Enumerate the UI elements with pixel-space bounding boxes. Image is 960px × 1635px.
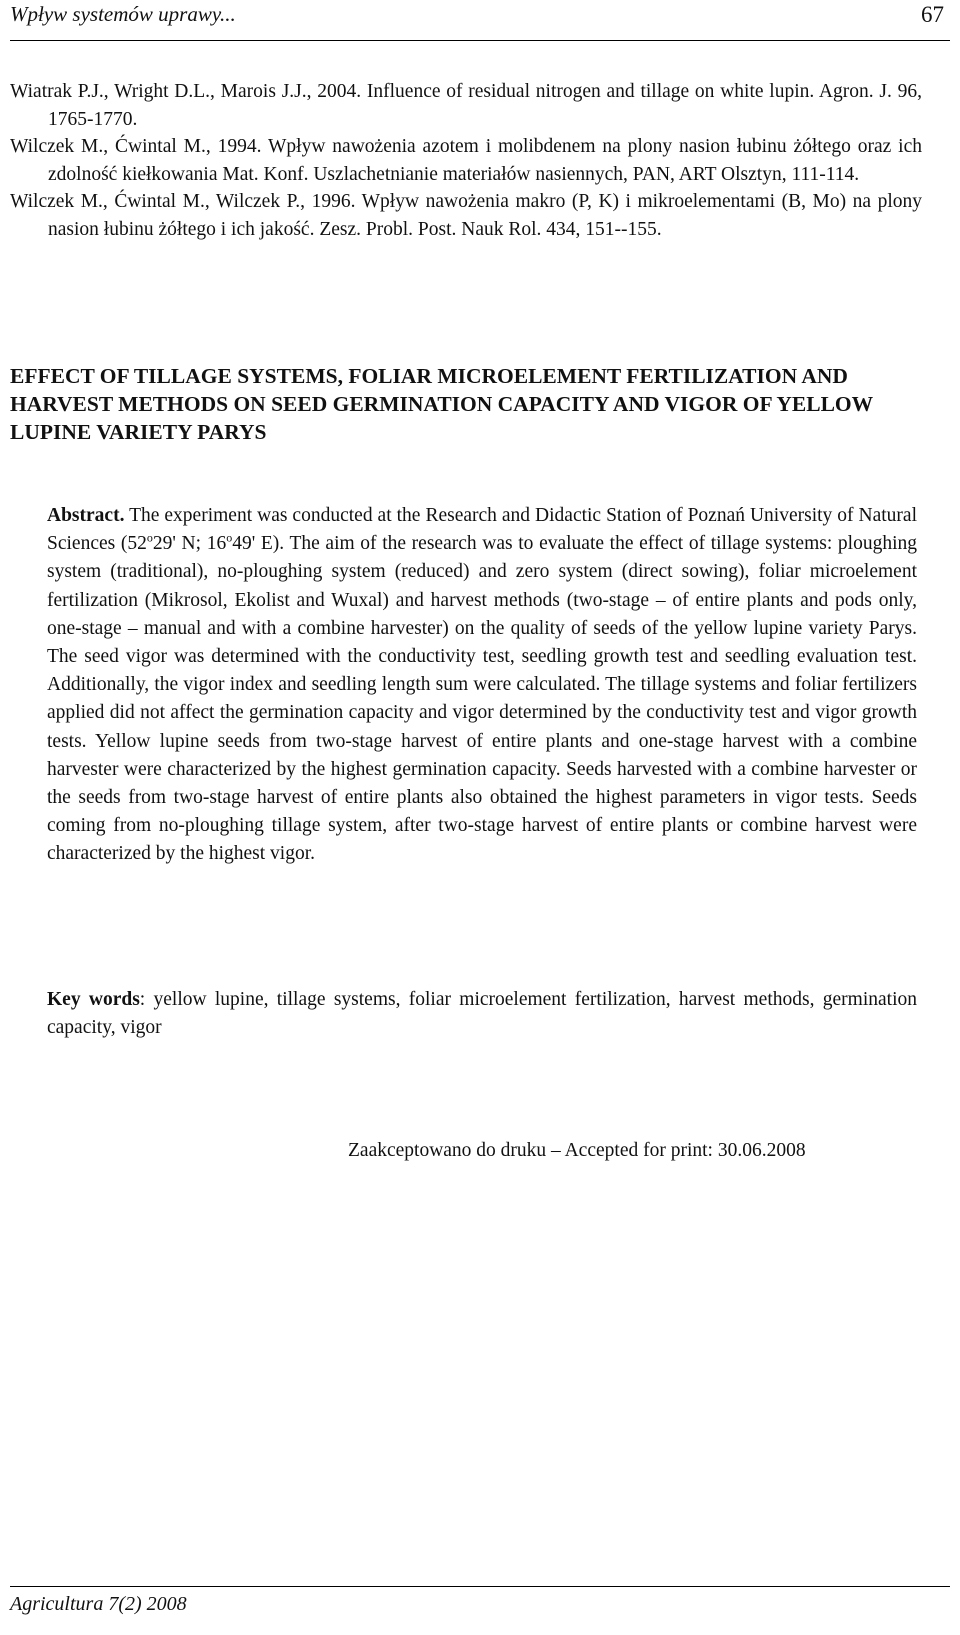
abstract-label: Abstract.: [47, 505, 125, 526]
degree-superscript: o: [146, 530, 153, 545]
abstract-text: The experiment was conducted at the Research and Didactic Station of Poznań University of Natural Sciences (52: [47, 505, 917, 555]
accepted-date: Zaakceptowano do druku – Accepted for print: 30.06.2008: [348, 1140, 806, 1161]
journal-citation: Agricultura 7(2) 2008: [10, 1593, 187, 1615]
reference-item: Wilczek M., Ćwintal M., 1994. Wpływ nawożenia azotem i molibdenem na plony nasion łubinu żółtego oraz ich zdolność kiełkowania Mat. Konf. Uszlachetnianie materiałów nasiennych, PAN, ART Olsztyn, 111-114.: [10, 136, 922, 185]
page-header: [10, 0, 950, 41]
reference-list: [10, 78, 922, 243]
abstract-text: 49' E). The aim of the research was to evaluate the effect of tillage systems: ploughing system (traditional), no-ploughing system (reduced) and zero system (direct sowing), foliar microelement fertilization (Mikrosol, Ekolist and Wuxal) and harvest methods (two-stage – of entire plants and pods only, one-stage – manual and with a combine harvester) on the quality of seeds of the yellow lupine variety Parys. The seed vigor was determined with the conductivity test, seedling growth test and seedling evaluation test. Additionally, the vigor index and seedling length sum were calculated. The tillage systems and foliar fertilizers applied did not affect the germination capacity and vigor determined by the conductivity test and vigor growth tests. Yellow lupine seeds from two-stage harvest of entire plants and one-stage harvest with a combine harvester were characterized by the highest germination capacity. Seeds harvested with a combine harvester or the seeds from two-stage harvest of entire plants also obtained the highest parameters in vigor tests. Seeds coming from no-ploughing tillage system, after two-stage harvest of entire plants or combine harvest were characterized by the highest vigor.: [47, 533, 918, 865]
keywords-text: : yellow lupine, tillage systems, foliar microelement fertilization, harvest methods, germination capacity, vigor: [47, 989, 917, 1039]
running-title: Wpływ systemów uprawy...: [10, 2, 236, 26]
reference-item: Wilczek M., Ćwintal M., Wilczek P., 1996. Wpływ nawożenia makro (P, K) i mikroelementami (B, Mo) na plony nasion łubinu żółtego i ich jakość. Zesz. Probl. Post. Nauk Rol. 434, 151--155.: [10, 191, 922, 240]
english-title: EFFECT OF TILLAGE SYSTEMS, FOLIAR MICROELEMENT FERTILIZATION AND HARVEST METHODS ON SEED GERMINATION CAPACITY AND VIGOR OF YELLOW LUPINE VARIETY PARYS: [10, 364, 873, 444]
reference-item: Wiatrak P.J., Wright D.L., Marois J.J., 2004. Influence of residual nitrogen and tillage on white lupin. Agron. J. 96, 1765-1770.: [10, 81, 922, 130]
page-footer: [10, 1586, 950, 1635]
degree-superscript: o: [226, 530, 233, 545]
page-number: 67: [921, 2, 944, 27]
abstract-text: 29' N; 16: [152, 533, 227, 555]
abstract: [47, 502, 917, 869]
keywords-label: Key words: [47, 989, 140, 1010]
keywords: [47, 986, 917, 1042]
